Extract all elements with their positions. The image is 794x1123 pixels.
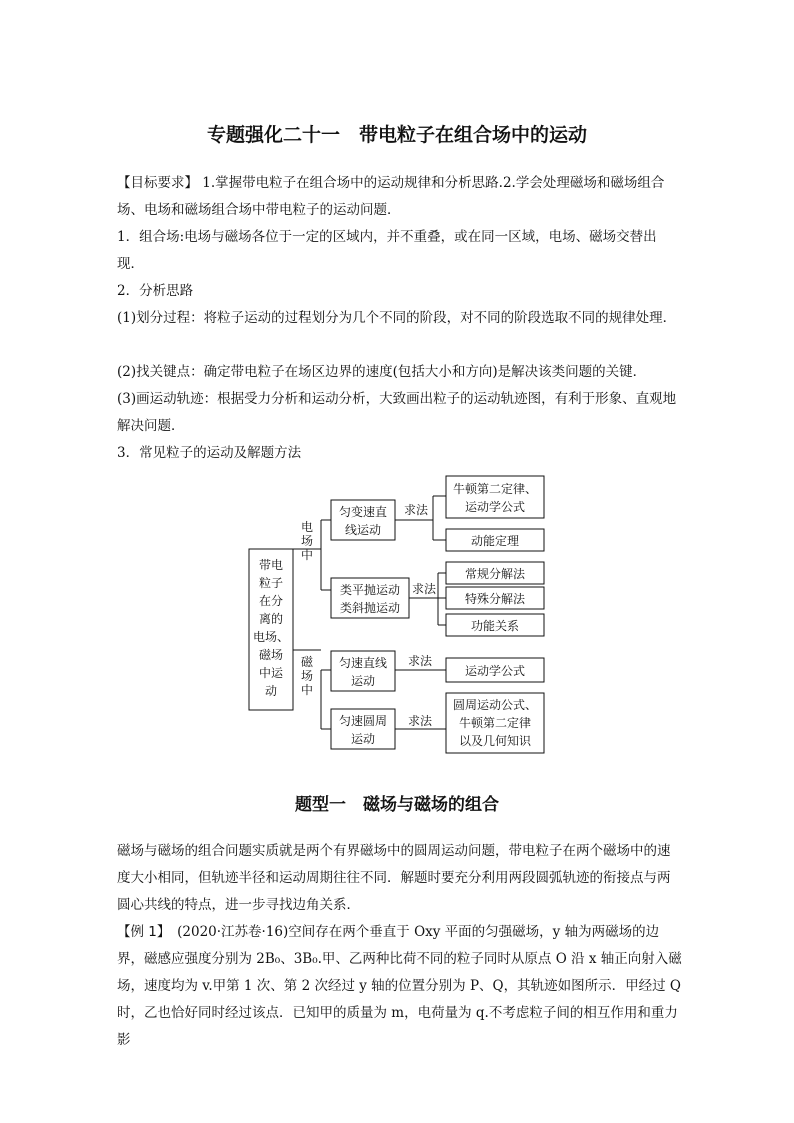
paragraph-common-motion: 3．常见粒子的运动及解题方法: [117, 445, 302, 461]
example-tag: 【例 1】: [117, 924, 164, 940]
r2-text: 动能定理: [470, 534, 520, 548]
example-1-paragraph: [117, 919, 683, 1054]
m2-line-1: 匀速圆周: [338, 714, 388, 728]
electric-label-3: 中: [300, 548, 314, 562]
e2-line-1: 类平抛运动: [339, 583, 401, 597]
paragraph-analysis-heading: 2．分析思路: [117, 283, 194, 299]
root-line-8: 动: [264, 684, 278, 698]
root-line-7: 中运: [258, 666, 284, 680]
e2-line-2: 类斜抛运动: [339, 601, 401, 615]
paragraph-combined-field: 1．组合场:电场与磁场各位于一定的区域内，并不重叠，或在同一区域，电场、磁场交替出现．: [117, 229, 657, 272]
section-heading: 题型一 磁场与磁场的组合: [295, 795, 499, 815]
root-line-2: 粒子: [258, 576, 284, 590]
r1-line-2: 运动学公式: [464, 500, 526, 514]
m2-line-2: 运动: [350, 732, 376, 746]
r4-text: 特殊分解法: [464, 592, 526, 606]
method-label-m1: 求法: [407, 654, 433, 668]
paragraph-divide-process: (1)划分过程：将粒子运动的过程划分为几个不同的阶段，对不同的阶段选取不同的规律处理．: [117, 310, 677, 326]
r7-line-3: 以及几何知识: [458, 734, 532, 748]
r7-line-2: 牛顿第二定律: [458, 716, 532, 730]
magnetic-label-2: 场: [300, 669, 314, 683]
paragraph-key-points: (2)找关键点：确定带电粒子在场区边界的速度(包括大小和方向)是解决该类问题的关键．: [117, 364, 647, 380]
method-label-e1: 求法: [403, 503, 429, 517]
example-text: (2020·江苏卷·16)空间存在两个垂直于 Oxy 平面的匀强磁场，y 轴为两磁场的边界，磁感应强度分别为 2B₀、3B₀.甲、乙两种比荷不同的粒子同时从原点 O 沿 x 轴正向射入磁场，速度均为 v.甲第 1 次、第 2 次经过 y 轴的位置分别为 P、Q，其轨迹如图所示．甲经过 Q 时，乙也恰好同时经过该点．已知甲的质量为 m，电荷量为 q.不考虑粒子间的相互作用和重力影: [117, 924, 682, 1048]
m1-line-1: 匀速直线: [338, 656, 388, 670]
electric-label-1: 电: [300, 520, 314, 534]
goal-tag: 【目标要求】: [117, 175, 198, 191]
root-line-5: 电场、: [252, 630, 290, 644]
root-line-4: 离的: [258, 612, 284, 626]
page-title: 专题强化二十一 带电粒子在组合场中的运动: [206, 124, 587, 146]
r3-text: 常规分解法: [464, 567, 526, 581]
goal-text: 1.掌握带电粒子在组合场中的运动规律和分析思路.2.学会处理磁场和磁场组合场、电场和磁场组合场中带电粒子的运动问题．: [117, 175, 665, 218]
r5-text: 功能关系: [470, 619, 520, 633]
method-label-m2: 求法: [407, 714, 433, 728]
magnetic-label-1: 磁: [300, 655, 314, 669]
method-label-e2: 求法: [411, 582, 437, 596]
e1-line-1: 匀变速直: [338, 505, 388, 519]
root-line-6: 磁场: [258, 648, 284, 662]
r1-line-1: 牛顿第二定律、: [452, 482, 538, 496]
paragraph-magnetic-combination: 磁场与磁场的组合问题实质就是两个有界磁场中的圆周运动问题，带电粒子在两个磁场中的速度大小相同，但轨迹半径和运动周期往往不同．解题时要充分利用两段圆弧轨迹的衔接点与两圆心共线的特点，进一步寻找边角关系．: [117, 843, 671, 913]
root-line-1: 带电: [258, 558, 284, 572]
r7-line-1: 圆周运动公式、: [452, 698, 538, 712]
paragraph-trajectory: (3)画运动轨迹：根据受力分析和运动分析，大致画出粒子的运动轨迹图，有利于形象、直观地解决问题．: [117, 391, 677, 434]
magnetic-label-3: 中: [300, 683, 314, 697]
electric-label-2: 场: [300, 534, 314, 548]
e1-line-2: 线运动: [344, 523, 382, 537]
r6-text: 运动学公式: [464, 664, 526, 678]
m1-line-2: 运动: [350, 674, 376, 688]
root-line-3: 在分: [258, 594, 284, 608]
